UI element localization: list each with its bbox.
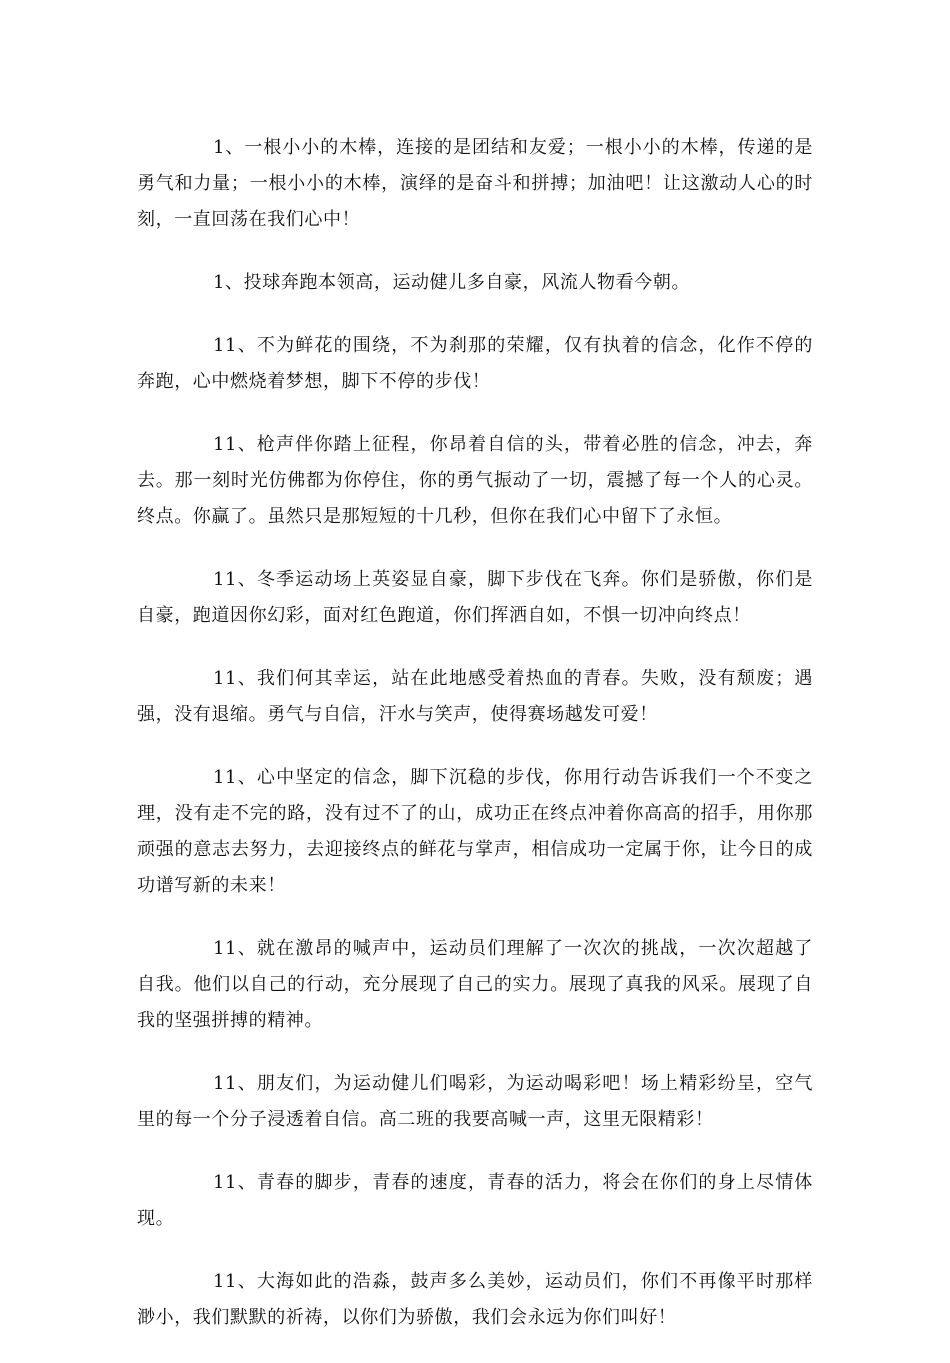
paragraph: 1、一根小小的木棒，连接的是团结和友爱；一根小小的木棒，传递的是勇气和力量；一根小小的木棒，演绎的是奋斗和拼搏；加油吧！让这激动人心的时刻，一直回荡在我们心中！	[137, 137, 813, 230]
document-body	[137, 130, 813, 1363]
paragraph: 11、冬季运动场上英姿显自豪，脚下步伐在飞奔。你们是骄傲，你们是自豪，跑道因你幻彩，面对红色跑道，你们挥洒自如，不惧一切冲向终点！	[137, 569, 813, 626]
paragraph: 11、青春的脚步，青春的速度，青春的活力，将会在你们的身上尽情体现。	[137, 1172, 813, 1229]
paragraph: 11、不为鲜花的围绕，不为刹那的荣耀，仅有执着的信念，化作不停的奔跑，心中燃烧着梦想，脚下不停的步伐！	[137, 335, 813, 392]
paragraph: 1、投球奔跑本领高，运动健儿多自豪，风流人物看今朝。	[213, 272, 691, 293]
paragraph: 11、我们何其幸运，站在此地感受着热血的青春。失败，没有颓废；遇强，没有退缩。勇气与自信，汗水与笑声，使得赛场越发可爱！	[137, 668, 813, 725]
paragraph: 11、枪声伴你踏上征程，你昂着自信的头，带着必胜的信念，冲去，奔去。那一刻时光仿佛都为你停住，你的勇气振动了一切，震撼了每一个人的心灵。终点。你赢了。虽然只是那短短的十几秒，但你在我们心中留下了永恒。	[137, 434, 813, 527]
paragraph: 11、就在激昂的喊声中，运动员们理解了一次次的挑战，一次次超越了自我。他们以自己的行动，充分展现了自己的实力。展现了真我的风采。展现了自我的坚强拼搏的精神。	[137, 938, 813, 1031]
paragraph: 11、大海如此的浩淼，鼓声多么美妙，运动员们，你们不再像平时那样渺小，我们默默的祈祷，以你们为骄傲，我们会永远为你们叫好！	[137, 1271, 813, 1328]
paragraph: 11、朋友们，为运动健儿们喝彩，为运动喝彩吧！场上精彩纷呈，空气里的每一个分子浸透着自信。高二班的我要高喊一声，这里无限精彩！	[137, 1073, 813, 1130]
paragraph: 11、心中坚定的信念，脚下沉稳的步伐，你用行动告诉我们一个不变之理，没有走不完的路，没有过不了的山，成功正在终点冲着你高高的招手，用你那顽强的意志去努力，去迎接终点的鲜花与掌声，相信成功一定属于你，让今日的成功谱写新的未来！	[137, 767, 813, 896]
